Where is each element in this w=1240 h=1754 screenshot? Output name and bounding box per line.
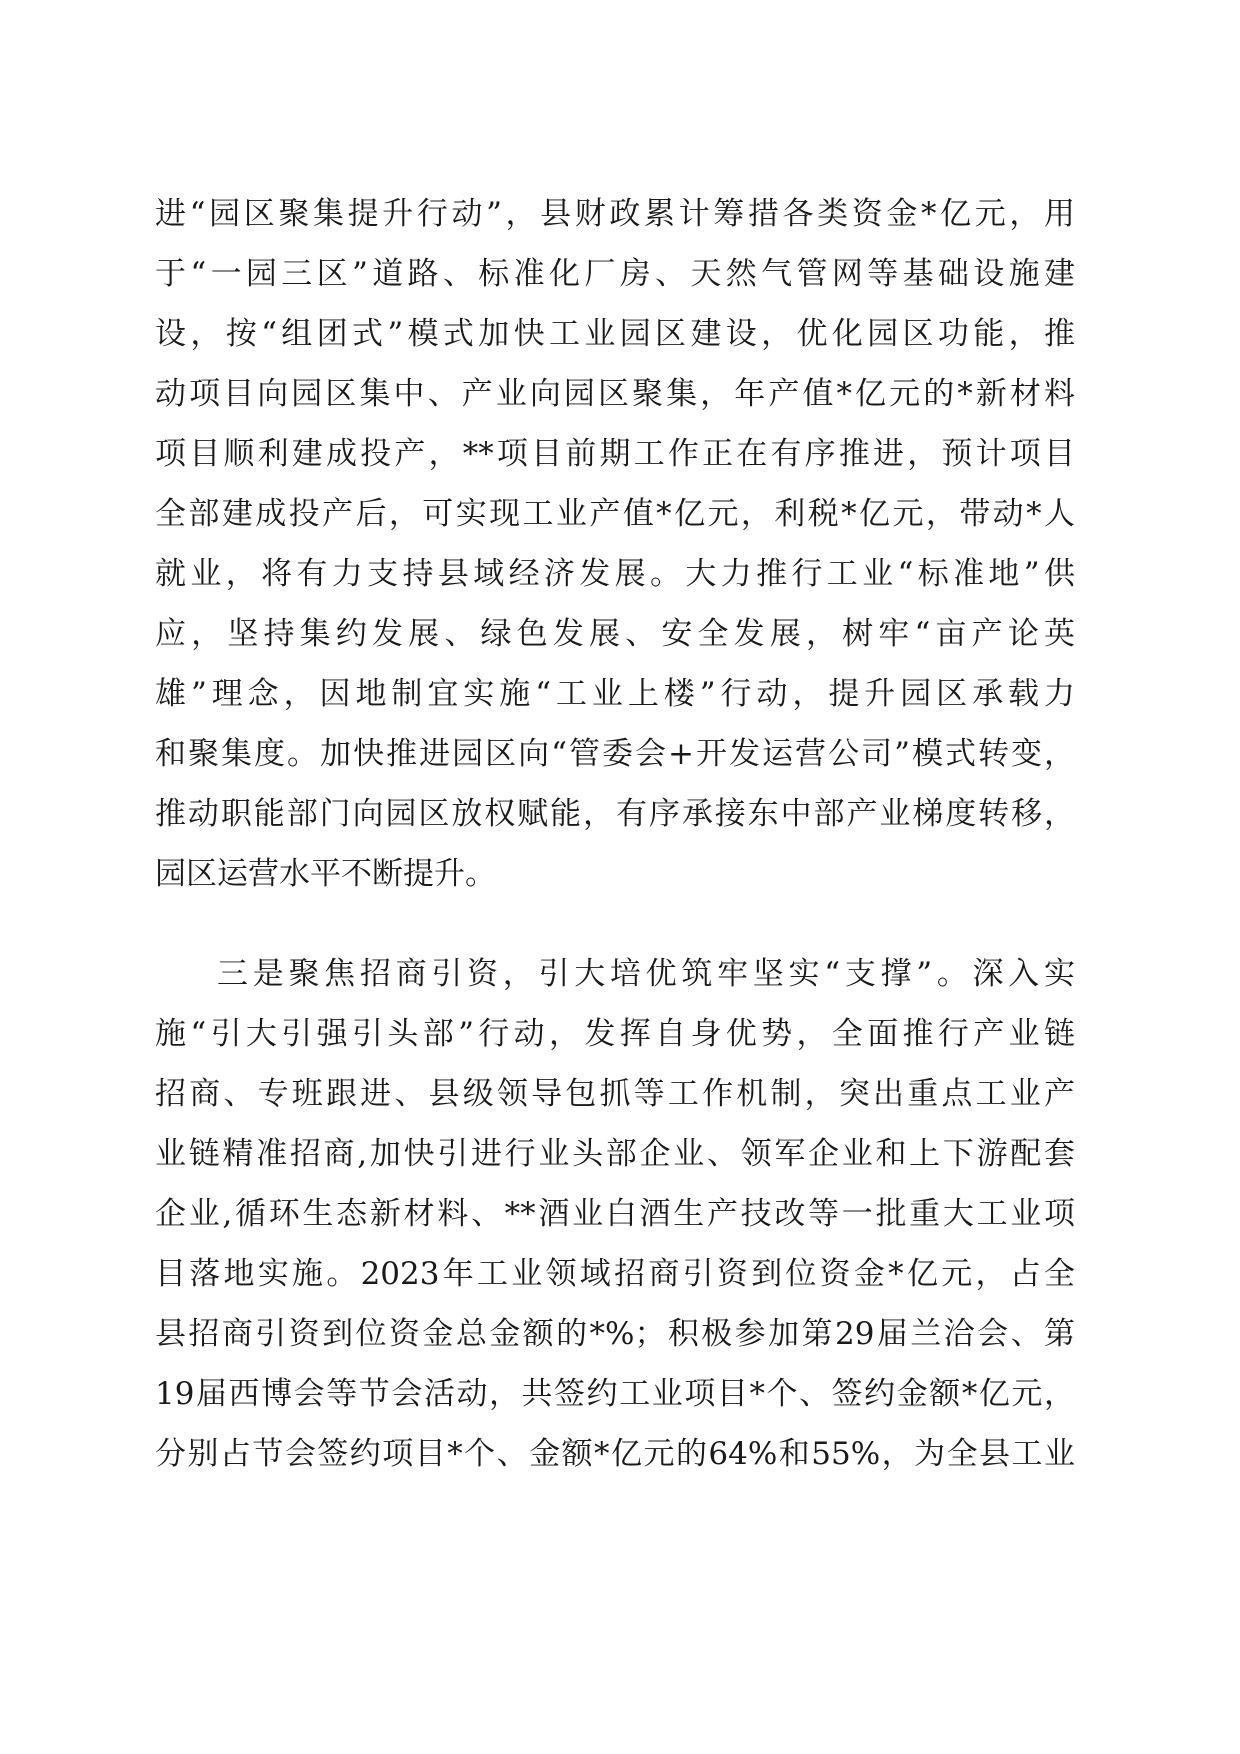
paragraph-investment-promotion — [155, 944, 1075, 1484]
text-line: 三是聚焦招商引资，引大培优筑牢坚实“支撑”。深入实 — [217, 956, 1075, 992]
text-line: 推动职能部门向园区放权赋能，有序承接东中部产业梯度转移， — [155, 796, 1075, 832]
text-line: 和聚集度。加快推进园区向“管委会+开发运营公司”模式转变， — [155, 736, 1075, 772]
text-line: 分别占节会签约项目*个、金额*亿元的64%和55%，为全县工业 — [155, 1436, 1075, 1472]
text-line: 设，按“组团式”模式加快工业园区建设，优化园区功能，推 — [155, 316, 1075, 352]
text-line: 雄”理念，因地制宜实施“工业上楼”行动，提升园区承载力 — [155, 676, 1075, 712]
text-line: 19届西博会等节会活动，共签约工业项目*个、签约金额*亿元， — [155, 1376, 1075, 1412]
text-line: 项目顺利建成投产，**项目前期工作正在有序推进，预计项目 — [155, 436, 1075, 472]
text-line: 应，坚持集约发展、绿色发展、安全发展，树牢“亩产论英 — [155, 616, 1075, 652]
text-line: 就业，将有力支持县域经济发展。大力推行工业“标准地”供 — [155, 556, 1075, 592]
text-line: 业链精准招商,加快引进行业头部企业、领军企业和上下游配套 — [155, 1136, 1075, 1172]
text-line: 动项目向园区集中、产业向园区聚集，年产值*亿元的*新材料 — [155, 376, 1075, 412]
text-line: 全部建成投产后，可实现工业产值*亿元，利税*亿元，带动*人 — [155, 496, 1075, 532]
text-line: 县招商引资到位资金总金额的*%；积极参加第29届兰洽会、第 — [155, 1316, 1075, 1352]
text-line: 进“园区聚集提升行动”，县财政累计筹措各类资金*亿元，用 — [155, 196, 1075, 232]
text-line: 于“一园三区”道路、标准化厂房、天然气管网等基础设施建 — [155, 256, 1075, 292]
text-line: 企业,循环生态新材料、**酒业白酒生产技改等一批重大工业项 — [155, 1196, 1075, 1232]
text-line: 招商、专班跟进、县级领导包抓等工作机制，突出重点工业产 — [155, 1076, 1075, 1112]
text-line: 施“引大引强引头部”行动，发挥自身优势，全面推行产业链 — [155, 1016, 1075, 1052]
text-line: 目落地实施。2023年工业领域招商引资到位资金*亿元，占全 — [155, 1256, 1075, 1292]
text-line: 园区运营水平不断提升。 — [155, 856, 496, 892]
paragraph-industrial-park — [155, 184, 1075, 904]
